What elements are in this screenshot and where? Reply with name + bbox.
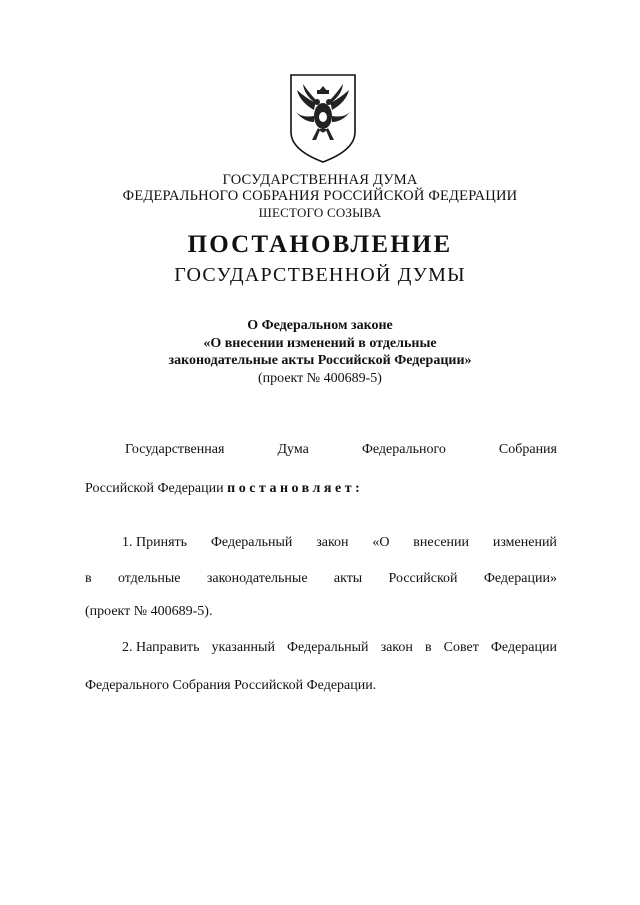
header-line-2: ФЕДЕРАЛЬНОГО СОБРАНИЯ РОССИЙСКОЙ ФЕДЕРАЦИИ <box>122 188 518 204</box>
subject-line-3: законодательные акты Российской Федерации» <box>168 353 472 368</box>
word: изменений <box>492 535 557 550</box>
word: Федеральный <box>286 640 369 655</box>
header-line-3: ШЕСТОГО СОЗЫВА <box>258 205 382 220</box>
item-2-line-1 <box>85 640 557 656</box>
state-emblem <box>288 72 358 164</box>
coat-of-arms-icon <box>288 72 358 164</box>
intro-line-2 <box>85 481 557 497</box>
word: внесении <box>413 535 470 550</box>
subject-project-number: (проект № 400689-5) <box>258 371 382 386</box>
item-1-project-number: (проект № 400689-5). <box>85 604 213 619</box>
subject-line-1: О Федеральном законе <box>247 318 393 333</box>
word: Дума <box>277 442 309 457</box>
word: Федеральный <box>210 535 293 550</box>
word: в <box>424 640 432 655</box>
word: Собрания <box>498 442 557 457</box>
word: Федерации» <box>483 571 557 586</box>
item-1-line-2 <box>85 571 557 587</box>
word: отдельные <box>117 571 181 586</box>
word: Совет <box>443 640 479 655</box>
item-1-line-3 <box>85 604 557 620</box>
word: Федерального <box>361 442 446 457</box>
word: указанный <box>211 640 275 655</box>
word: Государственная <box>125 442 225 457</box>
word: 2. Направить <box>122 640 200 655</box>
word: акты <box>333 571 363 586</box>
item-2-line-2 <box>85 678 557 694</box>
word: Федерации <box>490 640 557 655</box>
word: в <box>85 571 92 586</box>
word: законодательные <box>206 571 308 586</box>
word: «О <box>372 535 390 550</box>
intro-subject: Российской Федерации <box>85 481 224 496</box>
document-subtitle: ГОСУДАРСТВЕННОЙ ДУМЫ <box>174 264 466 286</box>
word: 1. Принять <box>122 535 188 550</box>
item-2-recipient: Федерального Собрания Российской Федерации. <box>85 678 377 693</box>
subject-line-2: «О внесении изменений в отдельные <box>203 336 437 351</box>
word: закон <box>316 535 349 550</box>
item-1-line-1 <box>85 535 557 551</box>
header-line-1: ГОСУДАРСТВЕННАЯ ДУМА <box>222 172 418 188</box>
word: Российской <box>388 571 458 586</box>
intro-line-1 <box>85 442 557 458</box>
word: закон <box>380 640 413 655</box>
resolves-verb: постановляет: <box>227 481 364 496</box>
document-title: ПОСТАНОВЛЕНИЕ <box>187 231 453 258</box>
